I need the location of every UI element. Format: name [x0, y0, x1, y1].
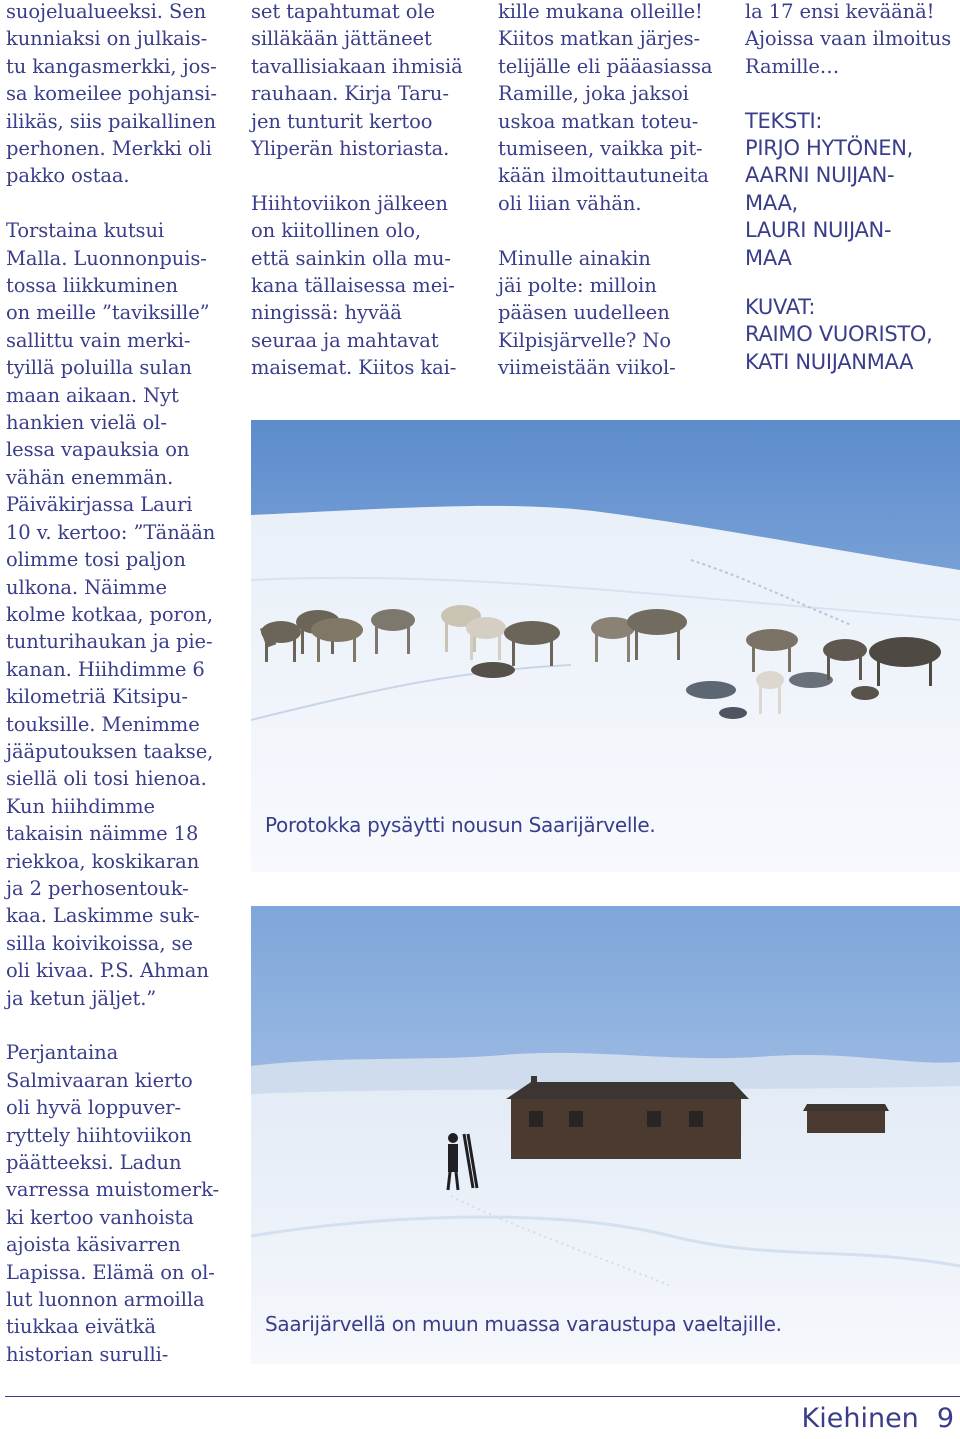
text-line: sa komeilee pohjansi- [6, 82, 217, 106]
text-line: Yliperän historiasta. [251, 137, 450, 161]
text-line: MAA, [745, 190, 798, 215]
text-line: set tapahtumat ole [251, 0, 435, 23]
rock [686, 681, 736, 699]
text-line: sallittu vain merki- [6, 328, 191, 352]
text-line: seuraa ja mahtavat [251, 328, 439, 352]
text-line: uskoa matkan toteu- [498, 109, 699, 133]
article-column-1 [6, 0, 242, 1396]
text-line: silla koivikoissa, se [6, 931, 193, 955]
cabin-photo-image [251, 906, 960, 1364]
text-line: maisemat. Kiitos kai- [251, 356, 457, 380]
text-line: tiukkaa eivätkä [6, 1315, 156, 1339]
text-line: riekkoa, koskikaran [6, 849, 200, 873]
text-line: Malla. Luonnonpuis- [6, 246, 207, 270]
text-line: Kun hiihdimme [6, 794, 155, 818]
text-line: oli kivaa. P.S. Ahman [6, 959, 209, 983]
text-line: KUVAT: [745, 295, 816, 320]
text-line: Hiihtoviikon jälkeen [251, 191, 448, 215]
text-line: pakko ostaa. [6, 164, 130, 188]
text-line: oli liian vähän. [498, 191, 642, 215]
text-line: Kilpisjärvelle? No [498, 328, 671, 352]
text-line: maan aikaan. Nyt [6, 383, 179, 407]
text-line: takaisin näimme 18 [6, 822, 199, 846]
text-line: kaa. Laskimme suk- [6, 904, 200, 928]
text-line: tyillä poluilla sulan [6, 356, 192, 380]
credits [745, 108, 959, 377]
text-line: suojelualueeksi. Sen [6, 0, 207, 23]
page-footer [802, 1403, 954, 1434]
text-line: Ramille… [745, 54, 840, 78]
text-line: ningissä: hyvää [251, 301, 402, 325]
page-number: 9 [936, 1403, 954, 1434]
article-column-2 [251, 0, 487, 409]
text-line: lessa vapauksia on [6, 438, 190, 462]
paragraph [498, 245, 734, 382]
text-line: päätteeksi. Ladun [6, 1151, 182, 1175]
text-line: perhonen. Merkki oli [6, 137, 212, 161]
paragraph [6, 0, 242, 190]
paragraph [251, 190, 487, 382]
reindeer-photo [251, 420, 960, 872]
article-column-3 [498, 0, 734, 409]
text-line: Torstaina kutsui [6, 219, 165, 243]
text-line: LAURI NUIJAN- [745, 218, 892, 243]
reindeer-photo-image [251, 420, 960, 872]
text-line: tossa liikkuminen [6, 274, 179, 298]
text-line: ki kertoo vanhoista [6, 1205, 194, 1229]
text-line: on meille ”taviksille” [6, 301, 210, 325]
text-line: ajoista käsivarren [6, 1233, 181, 1257]
text-line: tunturihaukan ja pie- [6, 630, 213, 654]
text-line: tavallisiakaan ihmisiä [251, 54, 463, 78]
photo-caption: Porotokka pysäytti nousun Saarijärvelle. [265, 813, 656, 837]
text-line: kanan. Hiihdimme 6 [6, 657, 205, 681]
text-line: pääsen uudelleen [498, 301, 670, 325]
magazine-name: Kiehinen [801, 1403, 919, 1434]
main-cabin [506, 1076, 749, 1159]
text-line: kään ilmoittautuneita [498, 164, 709, 188]
article-column-4 [745, 0, 959, 398]
paragraph [6, 217, 242, 1012]
text-line: hankien vielä ol- [6, 411, 167, 435]
text-line: ryttely hiihtoviikon [6, 1123, 192, 1147]
rock [719, 707, 747, 719]
text-line: Ajoissa vaan ilmoitus [745, 27, 952, 51]
text-line: oli hyvä loppuver- [6, 1096, 181, 1120]
text-line: jääputouksen taakse, [6, 739, 214, 763]
text-line: Minulle ainakin [498, 246, 651, 270]
text-line: varressa muistomerk- [6, 1178, 219, 1202]
text-line: tu kangasmerkki, jos- [6, 54, 217, 78]
text-line: olimme tosi paljon [6, 548, 186, 572]
text-line: kana tällaisessa mei- [251, 274, 455, 298]
text-line: jäi polte: milloin [498, 274, 657, 298]
footer-rule [5, 1396, 960, 1397]
text-line: viimeistään viikol- [498, 356, 676, 380]
text-line: telijälle eli pääasiassa [498, 54, 713, 78]
paragraph [498, 0, 734, 217]
paragraph [251, 0, 487, 162]
text-line: on kiitollinen olo, [251, 219, 421, 243]
text-line: AARNI NUIJAN- [745, 163, 895, 188]
small-cabin [803, 1104, 889, 1133]
text-line: Salmivaaran kierto [6, 1068, 193, 1092]
text-line: kilometriä Kitsipu- [6, 685, 188, 709]
text-line: ilikäs, siis paikallinen [6, 109, 216, 133]
text-line: RAIMO VUORISTO, [745, 322, 933, 347]
text-line: Ramille, joka jaksoi [498, 82, 689, 106]
text-line: siellä oli tosi hienoa. [6, 767, 207, 791]
text-line: kille mukana olleille! [498, 0, 703, 23]
rock [789, 672, 833, 688]
text-line: lut luonnon armoilla [6, 1288, 205, 1312]
text-line: kunniaksi on julkais- [6, 27, 208, 51]
text-line: KATI NUIJANMAA [745, 349, 914, 374]
text-line: la 17 ensi keväänä! [745, 0, 935, 23]
text-line: touksille. Menimme [6, 712, 200, 736]
text-line: MAA [745, 245, 792, 270]
text-line: vähän enemmän. [6, 465, 174, 489]
photo-credits [745, 294, 959, 376]
text-line: historian surulli- [6, 1342, 169, 1366]
text-line: jen tunturit kertoo [251, 109, 433, 133]
text-line: Päiväkirjassa Lauri [6, 493, 193, 517]
text-line: TEKSTI: [745, 108, 823, 133]
text-line: PIRJO HYTÖNEN, [745, 136, 913, 161]
text-credits [745, 108, 959, 272]
text-line: Kiitos matkan järjes- [498, 27, 701, 51]
text-line: Lapissa. Elämä on ol- [6, 1260, 215, 1284]
text-line: ulkona. Näimme [6, 575, 167, 599]
text-line: rauhaan. Kirja Taru- [251, 82, 449, 106]
paragraph [745, 0, 959, 80]
text-line: ja ketun jäljet.” [6, 986, 157, 1010]
paragraph [6, 1039, 242, 1368]
text-line: tumiseen, vaikka pit- [498, 137, 703, 161]
text-line: että sainkin olla mu- [251, 246, 451, 270]
text-line: 10 v. kertoo: ”Tänään [6, 520, 216, 544]
photo-caption: Saarijärvellä on muun muassa varaustupa vaeltajille. [265, 1312, 782, 1336]
text-line: Perjantaina [6, 1041, 119, 1065]
cabin-photo [251, 906, 960, 1364]
text-line: kolme kotkaa, poron, [6, 602, 213, 626]
text-line: silläkään jättäneet [251, 27, 432, 51]
text-line: ja 2 perhosentouk- [6, 876, 189, 900]
